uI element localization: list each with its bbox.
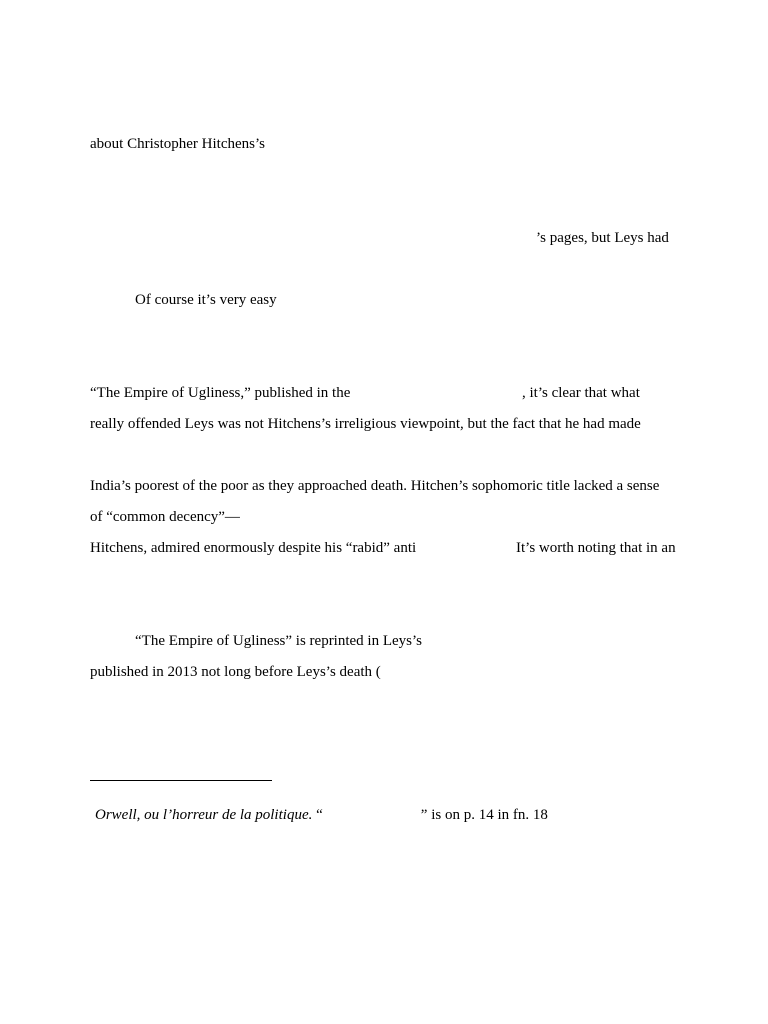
text-line-8-end: It’s worth noting that in an [516, 540, 676, 556]
text-line-3-indented: Of course it’s very easy [135, 292, 277, 308]
text-line-5: really offended Leys was not Hitchens’s irreligious viewpoint, but the fact that he had made [90, 416, 641, 432]
footnote-title: Orwell, ou l’horreur de la politique. [95, 807, 313, 823]
footnote-separator [90, 780, 272, 781]
text-line-4-end: , it’s clear that what [522, 385, 640, 401]
footnote-rest: ” is on p. 14 in fn. 18 [420, 807, 548, 823]
text-line-9-indented: “The Empire of Ugliness” is reprinted in Leys’s [135, 633, 423, 649]
footnote-open-quote: “ [312, 807, 323, 823]
text-line-4-start: “The Empire of Ugliness,” published in the [90, 385, 351, 401]
text-line-1: about Christopher Hitchens’s [90, 136, 265, 152]
text-line-6: India’s poorest of the poor as they approached death. Hitchen’s sophomoric title lacked a sense [90, 478, 660, 494]
text-line-8-start: Hitchens, admired enormously despite his “rabid” anti [90, 540, 417, 556]
footnote [95, 806, 548, 824]
text-line-10: published in 2013 not long before Leys’s death ( [90, 664, 381, 680]
text-line-7: of “common decency”— [90, 509, 240, 525]
text-line-2: ’s pages, but Leys had [536, 230, 669, 246]
